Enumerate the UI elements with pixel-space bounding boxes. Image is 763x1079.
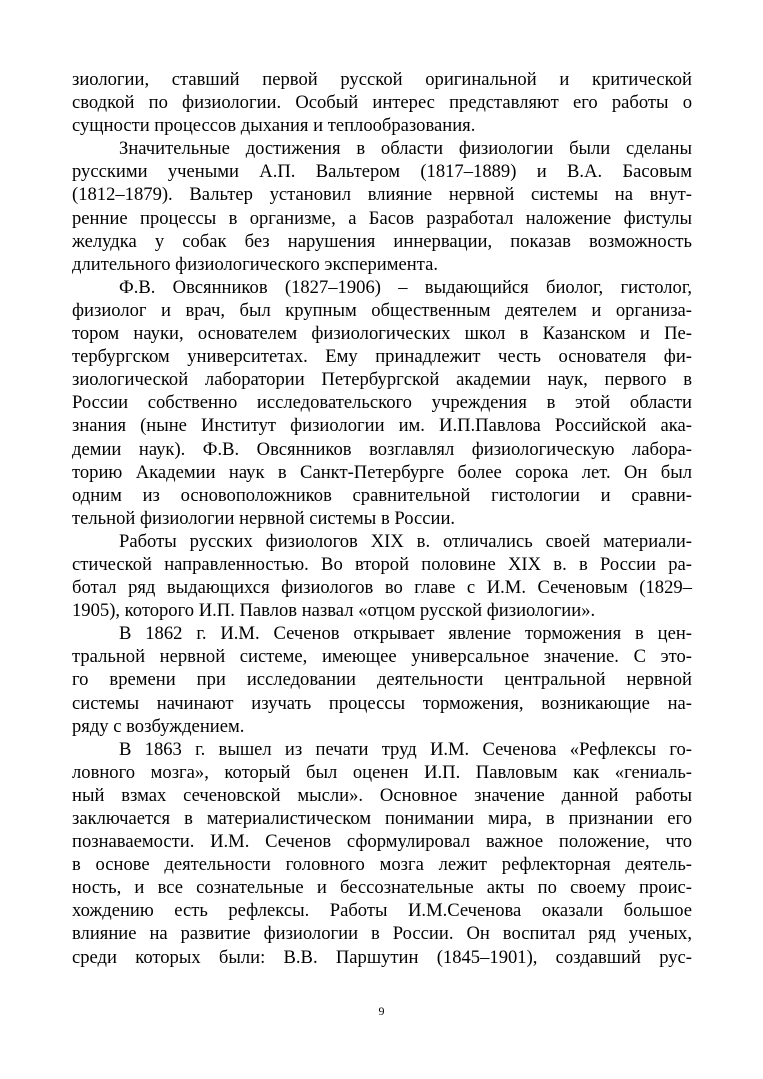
text-line: ряду с возбуждением. xyxy=(72,715,245,737)
paragraph xyxy=(72,738,692,969)
text-line: ный взмах сеченовской мысли». Основное значение данной работы xyxy=(72,784,692,806)
text-line: сводкой по физиологии. Особый интерес представляют его работы о xyxy=(72,92,692,114)
text-line: ботал ряд выдающихся физиологов во главе с И.М. Сеченовым (1829– xyxy=(72,577,692,599)
text-line: тербургском университетах. Ему принадлежит честь основателя фи- xyxy=(72,346,692,368)
text-line: В 1863 г. вышел из печати труд И.М. Сеченова «Рефлексы го- xyxy=(119,738,692,760)
page-number: 9 xyxy=(378,1004,385,1018)
text-line: Ф.В. Овсянников (1827–1906) – выдающийся биолог, гистолог, xyxy=(119,276,692,298)
text-line: тральной нервной системе, имеющее универсальное значение. С это- xyxy=(72,646,692,668)
paragraph xyxy=(72,622,692,737)
text-line: знания (ныне Институт физиологии им. И.П.Павлова Российской ака- xyxy=(72,415,692,437)
text-line: торию Академии наук в Санкт-Петербурге более сорока лет. Он был xyxy=(72,461,692,483)
text-line: системы начинают изучать процессы торможения, возникающие на- xyxy=(72,692,692,714)
text-line: желудка у собак без нарушения иннервации, показав возможность xyxy=(72,230,692,252)
text-line: ренние процессы в организме, а Басов разработал наложение фистулы xyxy=(72,207,692,229)
text-line: сущности процессов дыхания и теплообразования. xyxy=(72,115,476,137)
text-line: Значительные достижения в области физиологии были сделаны xyxy=(119,138,692,160)
paragraph xyxy=(72,276,692,530)
text-line: ловного мозга», который был оценен И.П. Павловым как «гениаль- xyxy=(72,761,692,783)
text-line: стической направленностью. Во второй половине XIX в. в России ра- xyxy=(72,553,692,575)
text-line: влияние на развитие физиологии в России. Он воспитал ряд ученых, xyxy=(72,923,692,945)
text-line: среди которых были: В.В. Паршутин (1845–1901), создавший рус- xyxy=(72,946,692,968)
paragraph xyxy=(72,137,692,276)
text-line: одним из основоположников сравнительной гистологии и сравни- xyxy=(72,484,692,506)
paragraph xyxy=(72,530,692,622)
text-line: заключается в материалистическом понимании мира, в признании его xyxy=(72,808,692,829)
text-line: России собственно исследовательского учреждения в этой области xyxy=(72,392,692,414)
text-line: зиологической лаборатории Петербургской академии наук, первого в xyxy=(72,369,692,391)
text-line: Работы русских физиологов XIX в. отличались своей материали- xyxy=(119,530,692,552)
text-line: В 1862 г. И.М. Сеченов открывает явление торможения в цен- xyxy=(119,623,692,645)
text-line: го времени при исследовании деятельности центральной нервной xyxy=(72,669,692,691)
text-line: длительного физиологического эксперимента. xyxy=(72,253,438,275)
text-line: демии наук). Ф.В. Овсянников возглавлял физиологическую лабора- xyxy=(72,438,692,460)
text-line: зиологии, ставший первой русской оригинальной и критической xyxy=(72,69,692,90)
text-line: русскими учеными А.П. Вальтером (1817–1889) и В.А. Басовым xyxy=(72,161,692,183)
paragraph xyxy=(72,68,692,137)
body-text xyxy=(72,68,692,969)
text-line: физиолог и врач, был крупным общественным деятелем и организа- xyxy=(72,299,692,321)
text-line: хождению есть рефлексы. Работы И.М.Сеченова оказали большое xyxy=(72,900,692,922)
text-line: (1812–1879). Вальтер установил влияние нервной системы на внут- xyxy=(72,184,692,206)
text-line: ность, и все сознательные и бессознательные акты по своему проис- xyxy=(72,877,692,899)
text-line: тором науки, основателем физиологических школ в Казанском и Пе- xyxy=(72,323,692,345)
text-line: познаваемости. И.М. Сеченов сформулировал важное положение, что xyxy=(72,831,692,853)
text-line: 1905), которого И.П. Павлов назвал «отцом русской физиологии». xyxy=(72,600,596,622)
text-line: в основе деятельности головного мозга лежит рефлекторная деятель- xyxy=(72,854,692,876)
text-line: тельной физиологии нервной системы в России. xyxy=(72,507,456,529)
